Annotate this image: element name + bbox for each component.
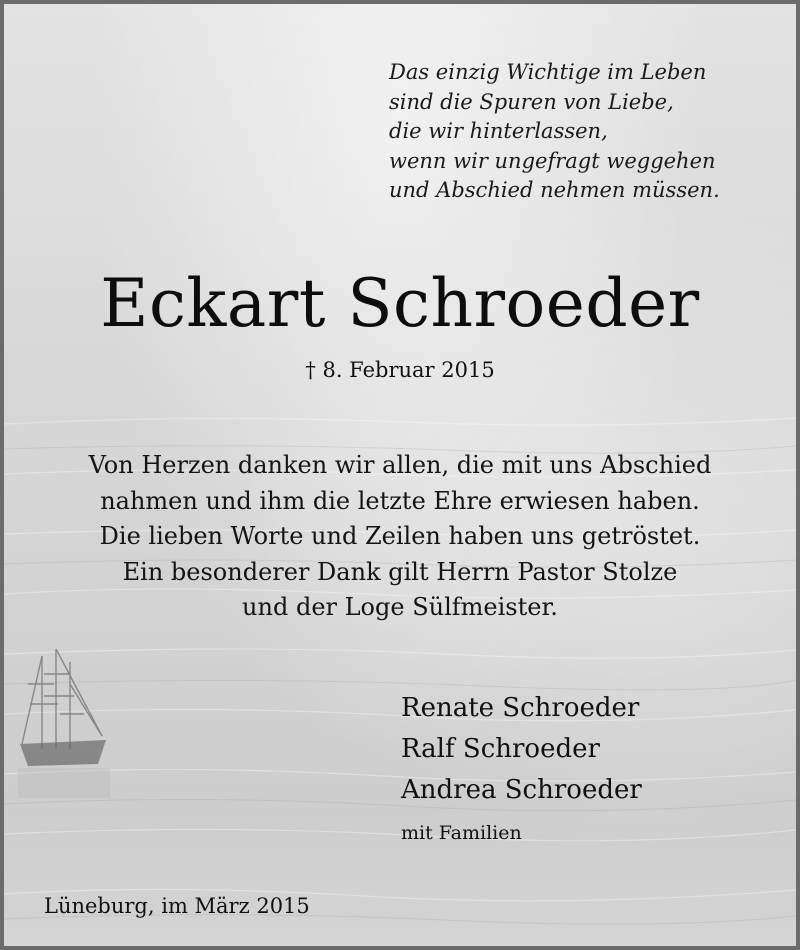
thanks-line: Ein besonderer Dank gilt Herrn Pastor Stolze [122, 557, 678, 586]
signer-name: Andrea Schroeder [401, 775, 642, 805]
thanks-line: nahmen und ihm die letzte Ehre erwiesen haben. [100, 486, 700, 515]
thanks-line: Die lieben Worte und Zeilen haben uns getröstet. [99, 522, 701, 550]
signer-name: Ralf Schroeder [401, 734, 600, 764]
families-note: mit Familien [401, 822, 522, 844]
poem-line: Das einzig Wichtige im Leben [389, 60, 707, 84]
sailing-ship-icon [14, 644, 114, 814]
deceased-name: Eckart Schroeder [100, 265, 700, 342]
poem-line: sind die Spuren von Liebe, [389, 89, 674, 114]
signers-list [401, 688, 781, 811]
memorial-poem [389, 58, 769, 206]
place-date: Lüneburg, im März 2015 [44, 894, 310, 918]
thanks-line: Von Herzen danken wir allen, die mit uns Abschied [88, 451, 712, 479]
death-date: † 8. Februar 2015 [305, 358, 495, 382]
poem-line: und Abschied nehmen müssen. [389, 178, 720, 202]
signer-name: Renate Schroeder [401, 693, 640, 723]
poem-line: wenn wir ungefragt weggehen [389, 148, 716, 173]
poem-line: die wir hinterlassen, [389, 119, 608, 143]
thanks-message [4, 448, 796, 626]
thanks-line: und der Loge Sülfmeister. [242, 593, 558, 621]
